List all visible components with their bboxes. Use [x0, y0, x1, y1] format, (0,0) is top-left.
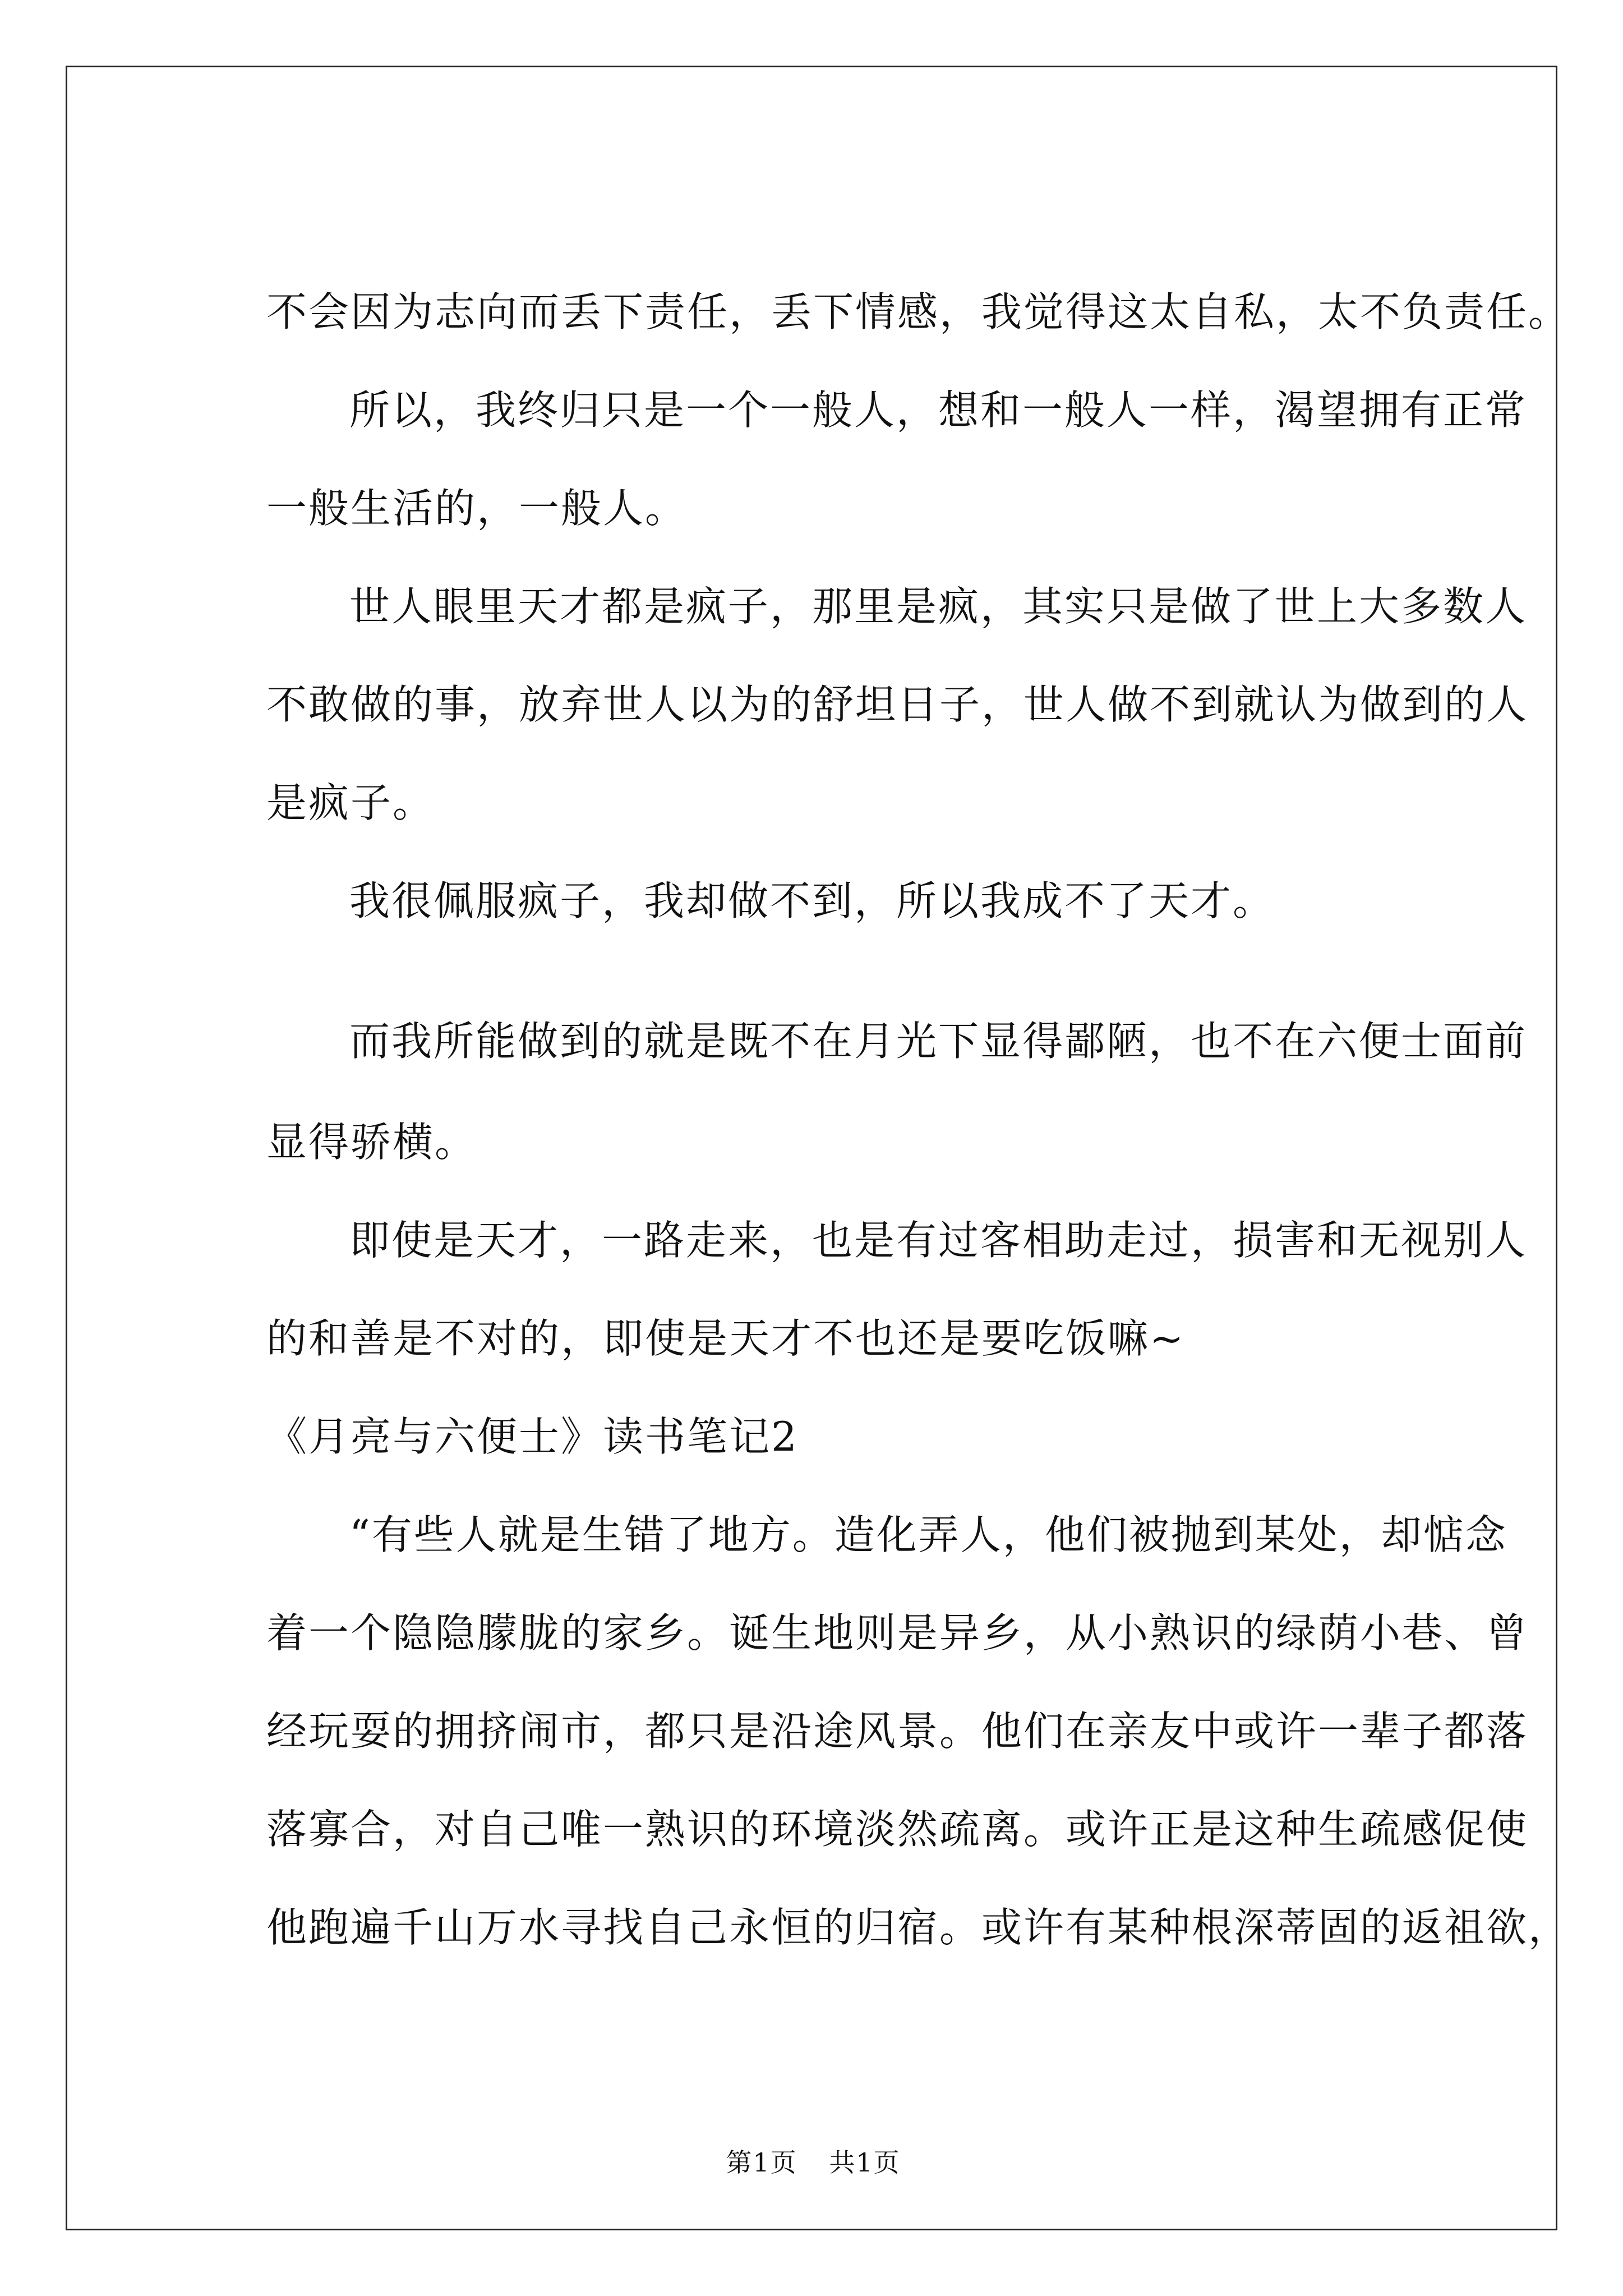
text-line: 落寡合，对自己唯一熟识的环境淡然疏离。或许正是这种生疏感促使	[266, 1806, 1529, 1853]
text-line: 不敢做的事，放弃世人以为的舒坦日子，世人做不到就认为做到的人	[266, 681, 1529, 728]
text-line: 即使是天才，一路走来，也是有过客相助走过，损害和无视别人	[349, 1217, 1528, 1264]
document-body	[266, 67, 1571, 2232]
text-line: “有些人就是生错了地方。造化弄人，他们被抛到某处，却惦念	[349, 1511, 1507, 1558]
section-title: 《月亮与六便士》读书笔记2	[266, 1413, 799, 1460]
text-line: 而我所能做到的就是既不在月光下显得鄙陋，也不在六便士面前	[349, 1018, 1528, 1065]
page-frame	[66, 66, 1571, 2230]
text-line: 经玩耍的拥挤闹市，都只是沿途风景。他们在亲友中或许一辈子都落	[266, 1708, 1529, 1755]
text-line: 着一个隐隐朦胧的家乡。诞生地则是异乡，从小熟识的绿荫小巷、曾	[266, 1609, 1529, 1657]
page-footer	[67, 2146, 1559, 2179]
text-line: 一般生活的，一般人。	[266, 485, 688, 532]
page-total: 共1页	[829, 2147, 901, 2178]
text-line: 所以，我终归只是一个一般人，想和一般人一样，渴望拥有正常	[349, 386, 1528, 434]
text-line: 不会因为志向而丢下责任，丢下情感，我觉得这太自私，太不负责任。	[266, 288, 1571, 335]
text-line: 世人眼里天才都是疯子，那里是疯，其实只是做了世上大多数人	[349, 583, 1528, 630]
text-line: 的和善是不对的，即使是天才不也还是要吃饭嘛~	[266, 1315, 1186, 1362]
page-number: 第1页	[726, 2147, 797, 2178]
text-line: 是疯子。	[266, 779, 435, 826]
text-line: 我很佩服疯子，我却做不到，所以我成不了天才。	[349, 877, 1275, 924]
text-line: 他跑遍千山万水寻找自己永恒的归宿。或许有某种根深蒂固的返祖欲，	[266, 1904, 1571, 1951]
text-line: 显得骄横。	[266, 1119, 477, 1166]
